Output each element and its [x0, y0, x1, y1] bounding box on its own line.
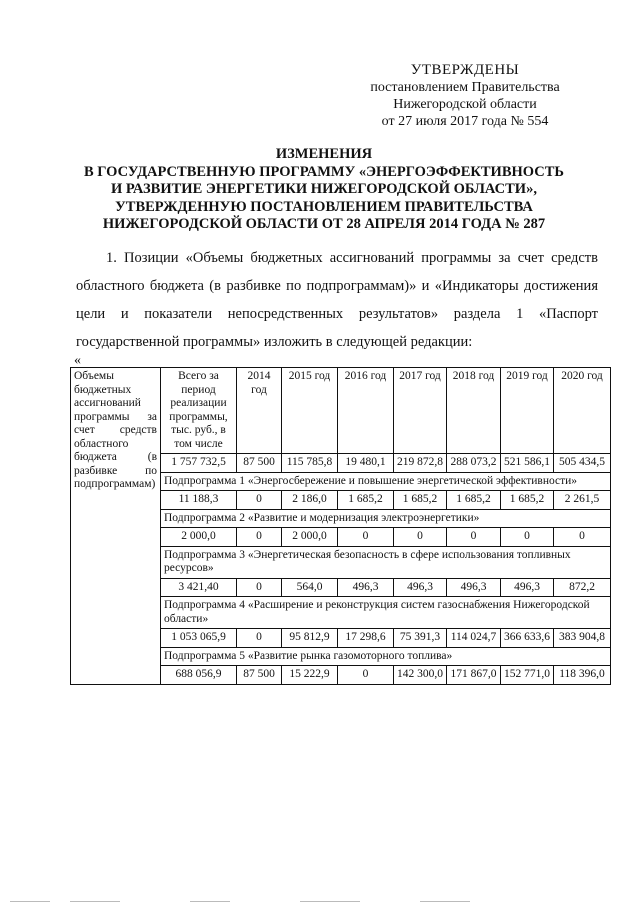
value-cell: 0	[338, 666, 394, 685]
body-paragraph: 1. Позиции «Объемы бюджетных ассигнований программы за счет средств областного бюджета (в разбивке по подпрограммам)» и «Индикаторы достижения цели и показатели непосредственных результатов» раздела 1 «Паспорт государственной программы» изложить в следующей редакции:	[76, 250, 598, 350]
value-cell: 2 000,0	[161, 528, 237, 547]
value-cell: 383 904,8	[554, 629, 611, 648]
value-cell: 15 222,9	[282, 666, 338, 685]
value-cell: 564,0	[282, 578, 338, 597]
value-cell: 1 685,2	[338, 491, 394, 510]
scan-mark	[70, 901, 120, 902]
header-2018: 2018 год	[447, 368, 501, 454]
value-cell: 11 188,3	[161, 491, 237, 510]
value-cell: 0	[237, 528, 282, 547]
heading-line: НИЖЕГОРОДСКОЙ ОБЛАСТИ ОТ 28 АПРЕЛЯ 2014 ГОДА № 287	[102, 216, 546, 232]
scan-mark	[300, 901, 360, 902]
value-cell: 87 500	[237, 666, 282, 685]
value-cell: 496,3	[501, 578, 554, 597]
value-cell: 2 261,5	[554, 491, 611, 510]
header-2016: 2016 год	[338, 368, 394, 454]
approval-title: УТВЕРЖДЕНЫ	[410, 62, 520, 78]
value-cell: 95 812,9	[282, 629, 338, 648]
value-cell: 219 872,8	[394, 454, 447, 473]
subprogram-title: Подпрограмма 4 «Расширение и реконструкция систем газоснабжения Нижегородской области»	[161, 597, 611, 629]
value-cell: 496,3	[447, 578, 501, 597]
value-cell: 1 685,2	[501, 491, 554, 510]
header-2015: 2015 год	[282, 368, 338, 454]
value-cell: 496,3	[338, 578, 394, 597]
header-row	[71, 368, 611, 454]
value-cell: 366 633,6	[501, 629, 554, 648]
value-cell: 115 785,8	[282, 454, 338, 473]
opening-quote: «	[74, 353, 81, 368]
subprogram-title: Подпрограмма 5 «Развитие рынка газомоторного топлива»	[161, 647, 611, 666]
value-cell: 2 186,0	[282, 491, 338, 510]
header-2017: 2017 год	[394, 368, 447, 454]
value-cell: 872,2	[554, 578, 611, 597]
approval-block	[330, 62, 600, 130]
value-cell: 0	[554, 528, 611, 547]
approval-date: от 27 июля 2017 года № 554	[381, 114, 549, 129]
heading-line: УТВЕРЖДЕННУЮ ПОСТАНОВЛЕНИЕМ ПРАВИТЕЛЬСТВА	[115, 198, 533, 215]
value-cell: 0	[447, 528, 501, 547]
value-cell: 0	[237, 578, 282, 597]
header-2020: 2020 год	[554, 368, 611, 454]
value-cell: 521 586,1	[501, 454, 554, 473]
value-cell: 75 391,3	[394, 629, 447, 648]
scan-mark	[190, 901, 230, 902]
value-cell: 17 298,6	[338, 629, 394, 648]
approval-line: постановлением Правительства	[370, 80, 560, 95]
value-cell: 0	[394, 528, 447, 547]
subprogram-title: Подпрограмма 3 «Энергетическая безопасность в сфере использования топливных ресурсов»	[161, 546, 611, 578]
value-cell: 0	[237, 491, 282, 510]
approval-line: Нижегородской области	[393, 97, 537, 112]
value-cell: 1 757 732,5	[161, 454, 237, 473]
value-cell: 2 000,0	[282, 528, 338, 547]
subprogram-title: Подпрограмма 2 «Развитие и модернизация электроэнергетики»	[161, 509, 611, 528]
value-cell: 288 073,2	[447, 454, 501, 473]
value-cell: 0	[237, 629, 282, 648]
scan-mark	[10, 901, 50, 902]
heading-line: И РАЗВИТИЕ ЭНЕРГЕТИКИ НИЖЕГОРОДСКОЙ ОБЛАСТИ»,	[111, 181, 537, 197]
value-cell: 505 434,5	[554, 454, 611, 473]
heading-line: В ГОСУДАРСТВЕННУЮ ПРОГРАММУ «ЭНЕРГОЭФФЕКТИВНОСТЬ	[84, 163, 564, 180]
heading-line: ИЗМЕНЕНИЯ	[275, 146, 373, 162]
scan-footer-marks	[0, 898, 640, 905]
value-cell: 152 771,0	[501, 666, 554, 685]
value-cell: 3 421,40	[161, 578, 237, 597]
value-cell: 688 056,9	[161, 666, 237, 685]
budget-table	[70, 367, 611, 685]
value-cell: 1 685,2	[447, 491, 501, 510]
value-cell: 142 300,0	[394, 666, 447, 685]
header-2019: 2019 год	[501, 368, 554, 454]
value-cell: 114 024,7	[447, 629, 501, 648]
header-2014: 2014 год	[237, 368, 282, 454]
value-cell: 118 396,0	[554, 666, 611, 685]
row-label-cell: Объемы бюджетных ассигнований программы за счет средств областного бюджета (в разбивке по подпрограммам)	[71, 368, 161, 685]
header-total: Всего за период реализации программы, тыс. руб., в том числе	[161, 368, 237, 454]
subprogram-title: Подпрограмма 1 «Энергосбережение и повышение энергетической эффективности»	[161, 472, 611, 491]
value-cell: 1 685,2	[394, 491, 447, 510]
value-cell: 19 480,1	[338, 454, 394, 473]
value-cell: 0	[501, 528, 554, 547]
document-heading	[64, 146, 584, 234]
value-cell: 1 053 065,9	[161, 629, 237, 648]
scan-mark	[420, 901, 470, 902]
value-cell: 0	[338, 528, 394, 547]
value-cell: 171 867,0	[447, 666, 501, 685]
value-cell: 87 500	[237, 454, 282, 473]
value-cell: 496,3	[394, 578, 447, 597]
